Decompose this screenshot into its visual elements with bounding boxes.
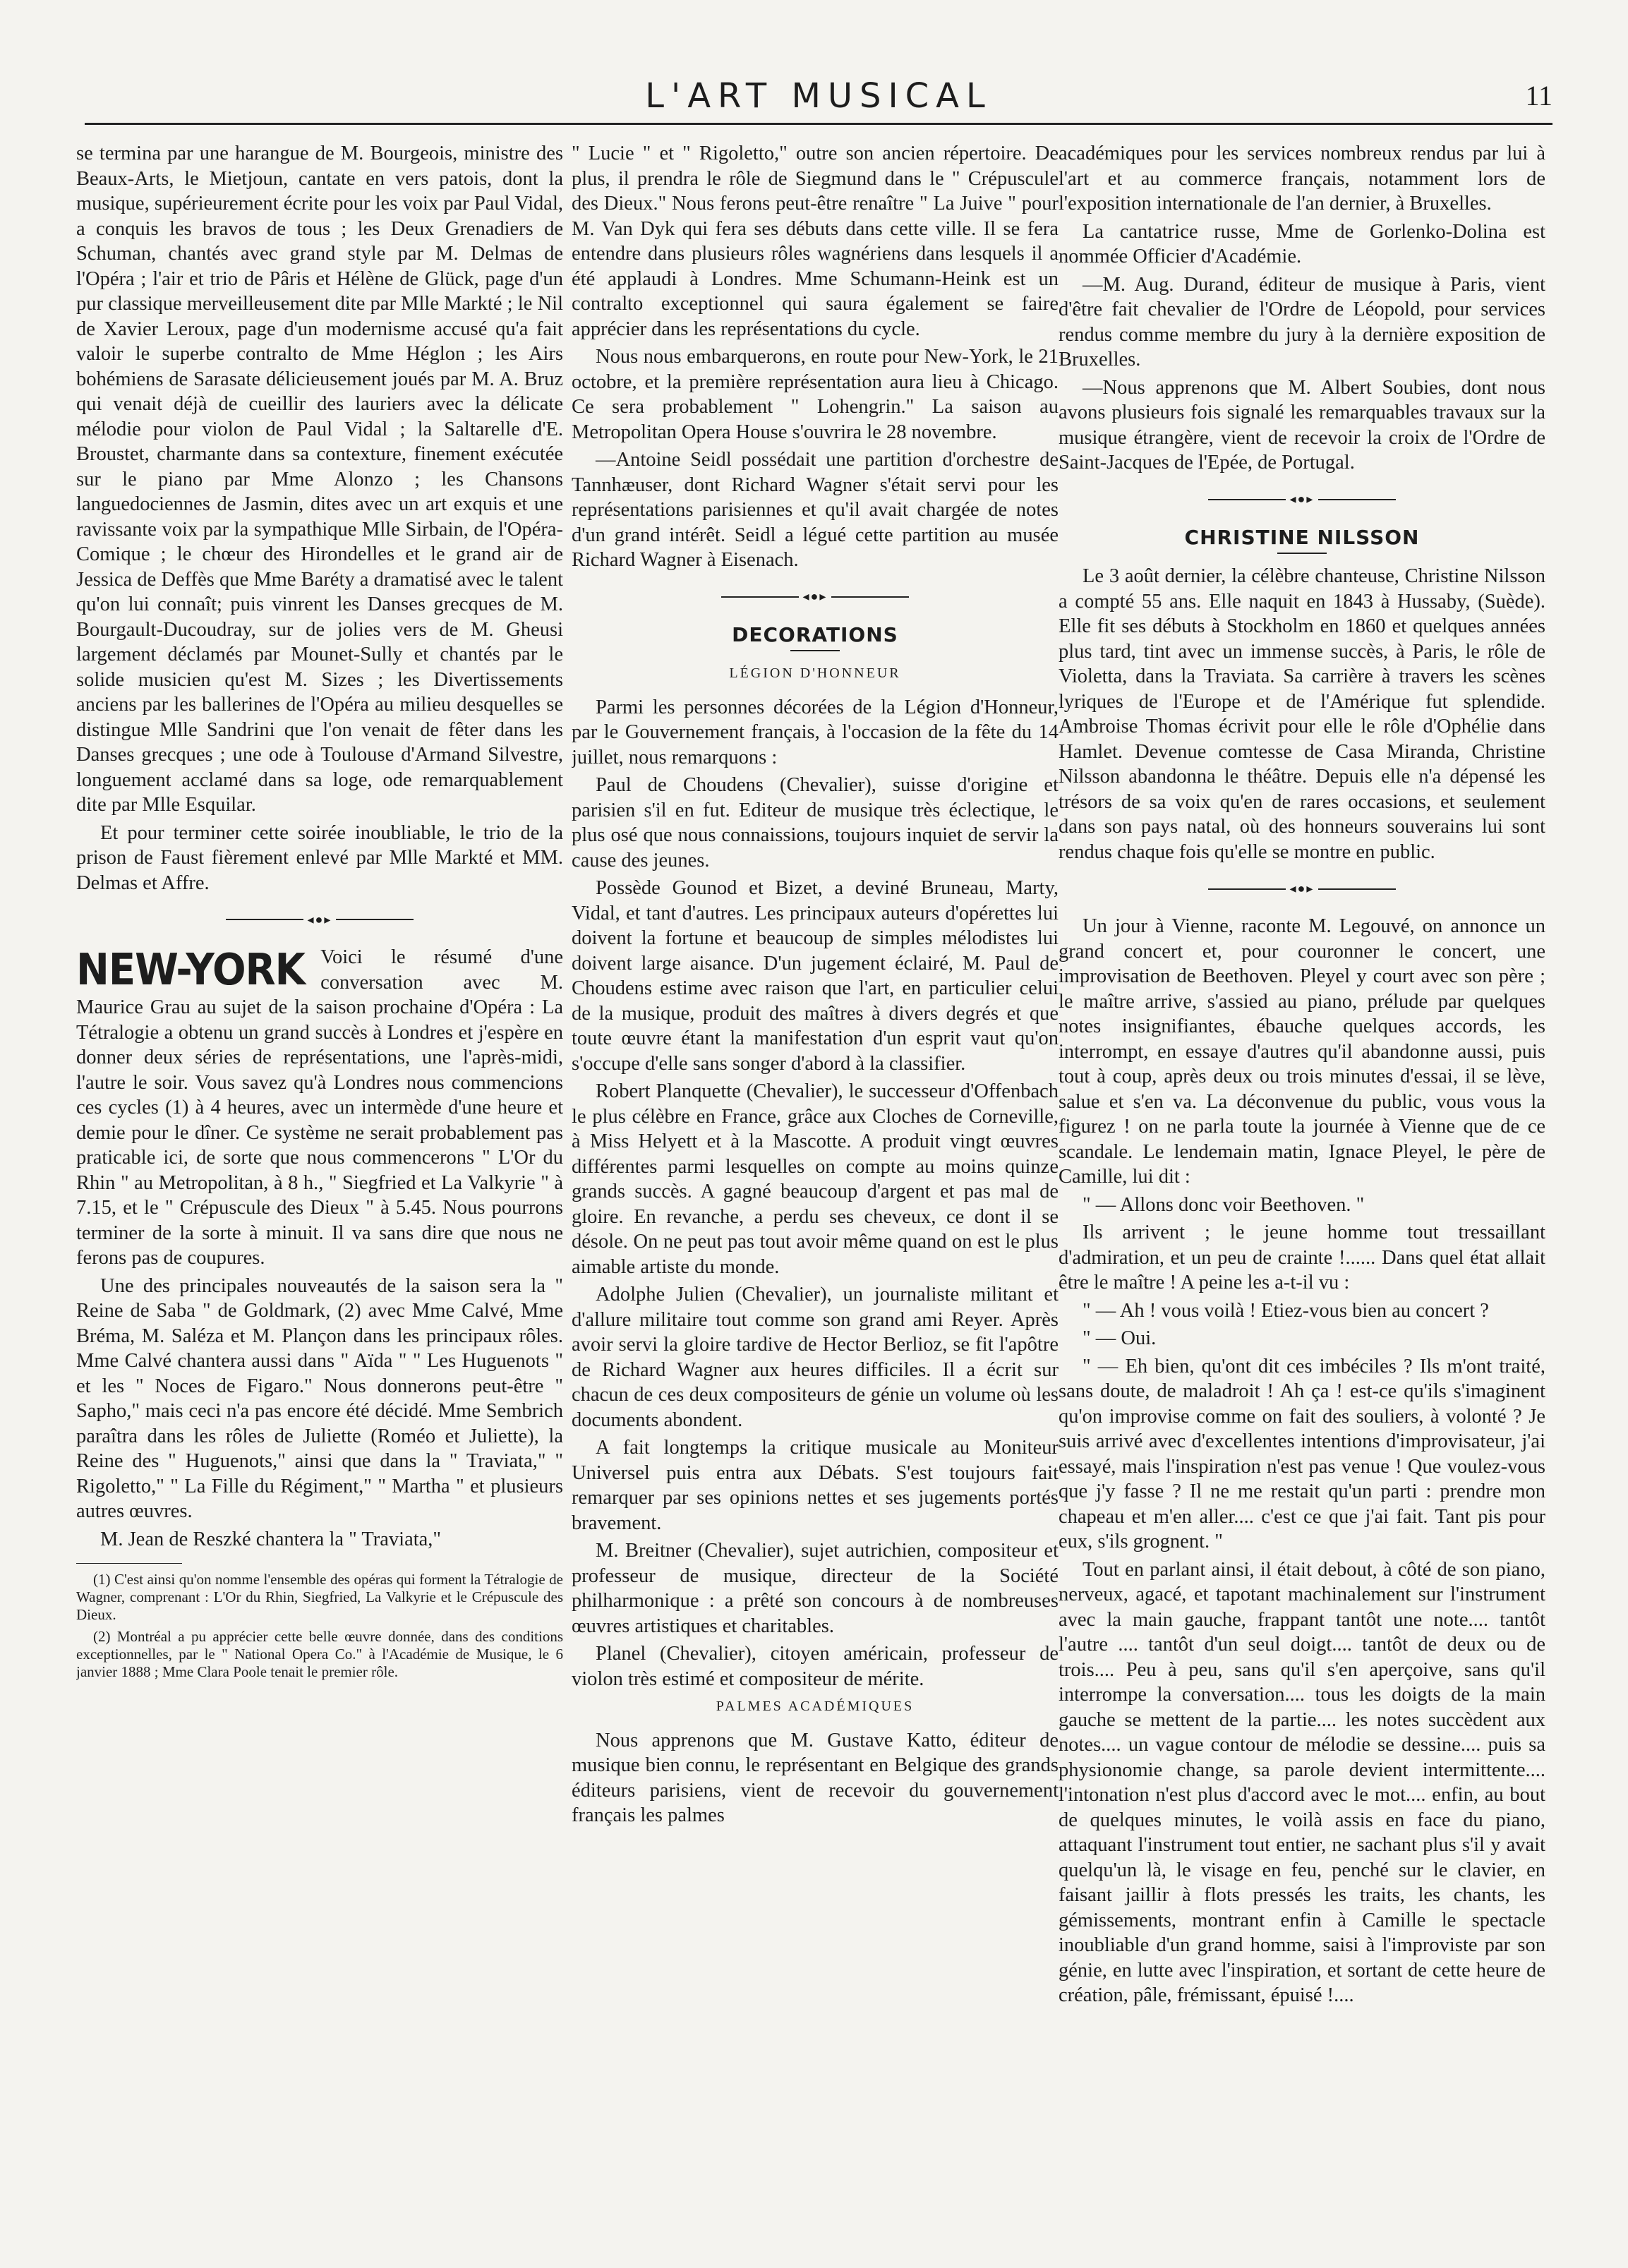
paragraph: —M. Aug. Durand, éditeur de musique à Paris, vient d'être fait chevalier de l'Ordre de Léopold, pour services rendus comme membre du jury à la dernière exposition de Bruxelles.	[1059, 273, 1545, 370]
paragraph: " — Eh bien, qu'ont dit ces imbéciles ? Ils m'ont traité, sans doute, de maladroit ! Ah ça ! est-ce qu'ils s'imaginent qu'on improvise comme on fait des souliers, à volonté ? Je suis arrivé avec d'excellentes intentions d'improvisateur, j'ai essayé, mais l'inspiration n'est pas venue ! Que voulez-vous que j'y fasse ? Il ne me restait qu'un parti : prendre mon chapeau et m'en aller.... c'est ce que j'ai fait. Tant pis pour eux, s'ils grognent. "	[1059, 1355, 1545, 1553]
paragraph: Et pour terminer cette soirée inoubliable, le trio de la prison de Faust fièrement enlevé par Mlle Markté et MM. Delmas et Affre.	[76, 821, 563, 894]
section-separator: ◂●▸	[1059, 487, 1545, 512]
paragraph: Une des principales nouveautés de la saison sera la " Reine de Saba " de Goldmark, (2) avec Mme Calvé, Mme Bréma, M. Saléza et M. Plançon dans les principaux rôles. Mme Calvé chantera aussi dans " Aïda " " Les Huguenots " et les " Noces de Figaro." Nous donnerons peut-être " Sapho," mais ceci n'a pas encore été décidé. Mme Sembrich paraîtra dans les rôles de Juliette (Roméo et Juliette), la Reine des " Huguenots," ainsi que dans la " Traviata," " Rigoletto," " La Fille du Régiment," " Martha " et plusieurs autres œuvres.	[76, 1274, 563, 1523]
section-title-decorations: DECORATIONS	[732, 622, 898, 646]
paragraph: Voici le résumé d'une conversation avec M. Maurice Grau au sujet de la saison prochaine d'Opéra : La Tétralogie a obtenu un grand succès à Londres et j'espère en donner deux séries de représentations, une l'après-midi, l'autre le soir. Vous savez qu'à Londres nous commencions ces cycles (1) à 4 heures, avec un intermède d'une heure et demie pour le dîner. Ce système ne serait probablement pas praticable ici, de sorte que nous commencerons " L'Or du Rhin " au Metropolitan, à 8 h., " Siegfried et La Valkyrie " à 7.15, et le " Crépuscule des Dieux " à 5.45. Nous pourrons terminer de la sorte à minuit. Il va sans dire que nous ne ferons pas de coupures.	[76, 946, 563, 1269]
subheading-legion: LÉGION D'HONNEUR	[729, 665, 901, 682]
paragraph: La cantatrice russe, Mme de Gorlenko-Dolina est nommée Officier d'Académie.	[1059, 220, 1545, 267]
paragraph: Planel (Chevalier), citoyen américain, professeur de violon très estimé et compositeur de mérite.	[572, 1643, 1059, 1690]
paragraph: —Antoine Seidl possédait une partition d'orchestre de Tannhæuser, dont Richard Wagner s'était servi pour les représentations parisiennes et qu'il avait chargée de notes d'un grand intérêt. Seidl a légué cette partition au musée Richard Wagner à Eisenach.	[572, 449, 1059, 571]
paragraph: Un jour à Vienne, raconte M. Legouvé, on annonce un grand concert et, pour couronner le concert, une improvisation de Beethoven. Pleyel y court avec son père ; le maître arrive, s'assied au piano, prélude par quelques notes insignifiantes, ébauche quelques accords, les interrompt, en essaye d'autres qu'il abandonne aussi, puis tout à coup, après deux ou trois minutes d'essai, il se lève, salue et s'en va. La déconvenue du public, vous vous la figurez ! on ne parla toute la journée à Vienne que de ce scandale. Le lendemain matin, Ignace Pleyel, le père de Camille, lui dit :	[1059, 915, 1545, 1188]
footnotes	[76, 1563, 563, 1681]
paragraph: Robert Planquette (Chevalier), le successeur d'Offenbach le plus célèbre en France, grâce aux Cloches de Corneville, à Miss Helyett et à la Mascotte. A produit vingt œuvres différentes parmi lesquelles on compte au moins quinze grands succès. A gagné beaucoup d'argent et pas mal de gloire. En revanche, a perdu ses cheveux, ce dont il se désole. On ne peut pas tout avoir même quand on est le plus aimable artiste du monde.	[572, 1080, 1059, 1278]
new-york-section	[76, 945, 563, 1274]
footnote: (2) Montréal a pu apprécier cette belle œuvre donnée, dans des conditions exceptionnelles, par le " National Opera Co." à l'Académie de Musique, le 6 janvier 1888 ; Mme Clara Poole tenait le premier rôle.	[76, 1628, 563, 1681]
paragraph: " Lucie " et " Rigoletto," outre son ancien répertoire. De plus, il prendra le rôle de Siegmund dans le " Crépuscule des Dieux." Nous ferons peut-être renaître " La Juive " pour M. Van Dyk qui fera ses débuts dans cette ville. Il se fera entendre dans plusieurs rôles wagnériens dans lesquels il a été applaudi à Londres. Mme Schumann-Heink est un contralto exceptionnel qui saura également se faire apprécier dans les représentations du cycle.	[572, 143, 1059, 340]
paragraph: M. Jean de Reszké chantera la " Traviata,"	[100, 1528, 442, 1550]
paragraph: Parmi les personnes décorées de la Légion d'Honneur, par le Gouvernement français, à l'occasion de la fête du 14 juillet, nous remarquons :	[572, 696, 1059, 768]
heading-rule	[790, 650, 840, 651]
paragraph: Adolphe Julien (Chevalier), un journaliste militant et d'allure militaire tout comme son grand ami Reyer. Après avoir servi la gloire tardive de Hector Berlioz, se fit l'apôtre de Richard Wagner aux heures difficiles. Il a écrit sur chacun de ces deux compositeurs de génie un volume où les documents abondent.	[572, 1284, 1059, 1431]
paragraph: A fait longtemps la critique musicale au Moniteur Universel puis entra aux Débats. S'est toujours fait remarquer par ses opinions nettes et ses jugements portés bravement.	[572, 1437, 1059, 1534]
footnote: (1) C'est ainsi qu'on nomme l'ensemble des opéras qui forment la Tétralogie de Wagner, comprenant : L'Or du Rhin, Siegfried, La Valkyrie et le Crépuscule des Dieux.	[76, 1571, 563, 1624]
paragraph: Nous apprenons que M. Gustave Katto, éditeur de musique bien connu, le représentant en Belgique des grands éditeurs parisiens, vient de recevoir du gouvernement français les palmes	[572, 1729, 1059, 1827]
paragraph: académiques pour les services nombreux rendus par lui à l'art et au commerce français, notamment lors de l'exposition internationale de l'an dernier, à Bruxelles.	[1059, 143, 1545, 215]
column-3	[1059, 141, 1545, 2230]
paragraph: Le 3 août dernier, la célèbre chanteuse, Christine Nilsson a compté 55 ans. Elle naquit en 1843 à Hussaby, (Suède). Elle fit ses débuts à Stockholm en 1860 et quelques années plus tard, tint avec un immense succès, à Paris, le rôle de Violetta, dans la Traviata. Sa carrière à travers les scènes lyriques de l'Europe et de l'Amérique fut splendide. Ambroise Thomas écrivit pour elle le rôle d'Ophélie dans Hamlet. Devenue comtesse de Casa Miranda, Christine Nilsson abandonna le théâtre. Depuis elle n'a dépensé les trésors de sa voix qu'en de rares occasions, et seulement dans son pays natal, où des honneurs souverains lui sont rendus chaque fois qu'elle se montre en public.	[1059, 565, 1545, 863]
paragraph: Paul de Choudens (Chevalier), suisse d'origine et parisien s'il en fut. Editeur de musique très éclectique, le plus osé que nous connaissions, toujours inquiet de servir la cause des jeunes.	[572, 774, 1059, 871]
paragraph: Possède Gounod et Bizet, a deviné Bruneau, Marty, Vidal, et tant d'autres. Les principaux auteurs d'opérettes lui doivent la fortune et beaucoup de simples mélodistes lui doivent large aisance. D'un jugement éclairé, M. Paul de Choudens estime avec raison que l'art, en particulier celui de la musique, produit des maîtres à divers degrés et que toute œuvre étant la manifestation d'un esprit vaut qu'on s'occupe d'elle sans songer d'abord à la classifier.	[572, 877, 1059, 1075]
masthead-rule	[85, 123, 1552, 125]
heading-rule	[1277, 553, 1327, 554]
paragraph: " — Ah ! vous voilà ! Etiez-vous bien au concert ?	[1083, 1299, 1489, 1322]
column-1	[76, 141, 563, 2230]
footnote-rule	[76, 1563, 182, 1564]
paragraph: Ils arrivent ; le jeune homme tout tressaillant d'admiration, et un peu de crainte !...... Dans quel état allait être le maître ! A peine les a-t-il vu :	[1059, 1222, 1545, 1294]
section-separator: ◂●▸	[1059, 876, 1545, 901]
section-title-new-york: NEW-YORK	[76, 945, 306, 996]
paragraph: Tout en parlant ainsi, il était debout, à côté de son piano, nerveux, agacé, et tapotant machinalement sur l'instrument avec la main gauche, frappant tantôt une note.... tantôt l'autre .... tantôt d'un seul doigt.... tantôt de deux ou de trois.... Peu à peu, sans qu'il s'en aperçoive, sans qu'il interrompe la conversation.... tous les doigts de la main gauche se mettent de la partie.... les notes succèdent aux notes.... un vague contour de mélodie se dessine.... puis sa physionomie change, sa parole devient intermittente.... l'intonation n'est plus d'accord avec le mot.... enfin, au bout de quelques minutes, le voilà assis en face du piano, attaquant l'instrument tout entier, ne sachant plus s'il y avait quelqu'un là, le visage en feu, penché sur le clavier, en faisant jaillir à flots pressés les traits, les chants, les gémissements, montrant enfin à Camille le spectacle inoubliable d'un grand homme, saisi à l'improviste par son génie, en lutte avec l'inspiration, et sortant de cette heure de création, pâle, frémissant, épuisé !....	[1059, 1558, 1545, 2007]
column-2	[572, 141, 1059, 2230]
section-title-christine-nilsson: CHRISTINE NILSSON	[1184, 525, 1420, 549]
masthead	[85, 76, 1552, 126]
journal-title: L'ART MUSICAL	[645, 76, 992, 116]
paragraph: M. Breitner (Chevalier), sujet autrichien, compositeur et professeur de musique, directeur de la Société philharmonique : a prêté son concours à de nombreuses œuvres artistiques et charitables.	[572, 1540, 1059, 1637]
subheading-palmes: PALMES ACADÉMIQUES	[716, 1699, 915, 1715]
paragraph: " — Oui.	[1083, 1327, 1157, 1350]
paragraph: —Nous apprenons que M. Albert Soubies, dont nous avons plusieurs fois signalé les remarquables travaux sur la musique étrangère, vient de recevoir la croix de l'Ordre de Saint-Jacques de l'Epée, de Portugal.	[1059, 376, 1545, 473]
paragraph: se termina par une harangue de M. Bourgeois, ministre des Beaux-Arts, le Mietjoun, cantate en vers patois, dont la musique, supérieurement écrite pour les voix par Paul Vidal, a conquis les bravos de tous ; les Deux Grenadiers de Schuman, chantés avec grand style par M. Delmas de l'Opéra ; l'air et trio de Pâris et Hélène de Glück, page d'un pur classique merveilleusement dite par Mlle Markté ; le Nil de Xavier Leroux, page d'un modernisme accusé qu'a fait valoir le superbe contralto de Mme Héglon ; les Airs bohémiens de Sarasate délicieusement joués par M. A. Bruz qui venait déjà de cueillir des lauriers avec la délicate mélodie pour violon de Paul Vidal ; la Saltarelle d'E. Broustet, charmante dans sa contexture, finement exécutée sur le piano par Mme Alonzo ; les Chansons languedociennes de Jasmin, dites avec un art exquis et une ravissante voix par la sympathique Mlle Sirbain, de l'Opéra-Comique ; le chœur des Hirondelles et le grand air de Jessica de Deffès que Mme Baréty a dramatisé avec le talent qu'on lui connaît; puis vinrent les Danses grecques de M. Bourgault-Ducoudray, sur de jolies vers de M. Gheusi largement déclamés par Mounet-Sully et chantés par le solide musicien qu'est M. Sizes ; les Divertissements anciens par les ballerines de l'Opéra au milieu desquelles se distingue Mlle Sandrini que l'on venait de fêter dans les Danses grecques ; une ode à Toulouse d'Armand Silvestre, longuement acclamé dans sa loge, ode remarquablement dite par Mlle Esquilar.	[76, 143, 563, 816]
section-separator: ◂●▸	[76, 907, 563, 932]
section-separator: ◂●▸	[572, 584, 1059, 610]
paragraph: " — Allons donc voir Beethoven. "	[1083, 1193, 1365, 1216]
page-number: 11	[1525, 80, 1552, 111]
paragraph: Nous nous embarquerons, en route pour New-York, le 21 octobre, et la première représentation aura lieu à Chicago. Ce sera probablement " Lohengrin." La saison au Metropolitan Opera House s'ouvrira le 28 novembre.	[572, 346, 1059, 443]
